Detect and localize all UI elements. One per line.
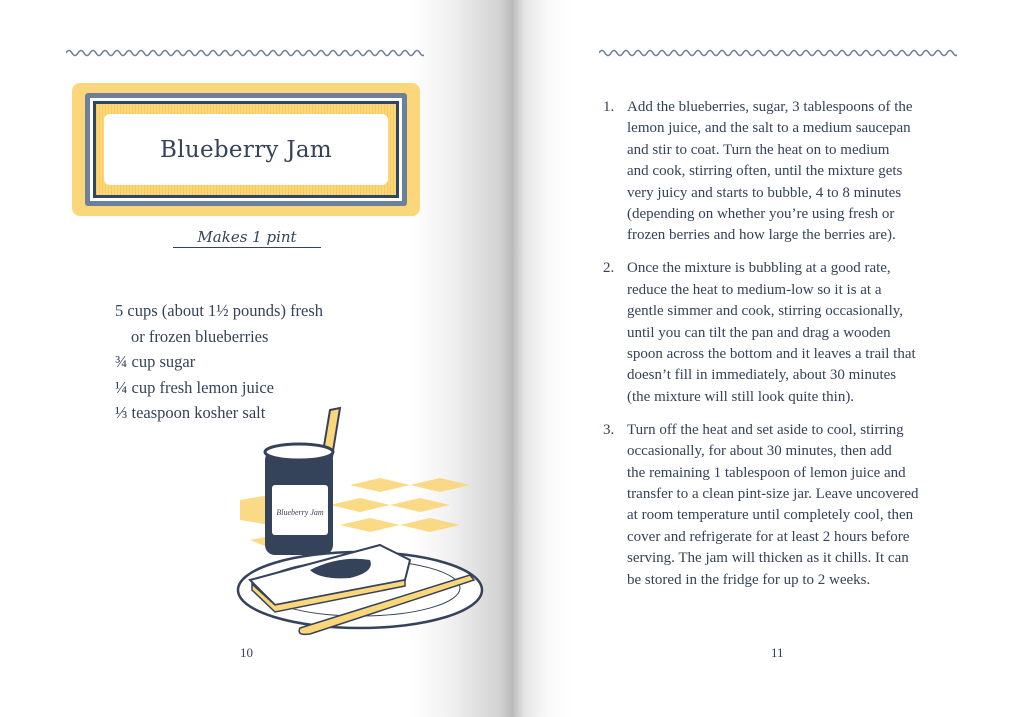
wave-divider xyxy=(66,46,424,60)
step-text-line: serving. The jam will thicken as it chills. It can xyxy=(627,550,909,567)
step-text-line: and cook, stirring often, until the mixture gets xyxy=(627,163,903,180)
page-number: 10 xyxy=(240,645,253,660)
right-page xyxy=(513,0,1024,717)
step-text-line: transfer to a clean pint-size jar. Leave uncovered xyxy=(627,485,919,502)
step-text-line: (depending on whether you’re using fresh or xyxy=(627,206,895,223)
ingredient: ¼ cup fresh lemon juice xyxy=(115,377,274,397)
step-text-line: and stir to coat. Turn the heat on to medium xyxy=(627,141,890,158)
step-text-line: gentle simmer and cook, stirring occasionally, xyxy=(627,303,904,320)
jam-toast-illustration xyxy=(230,400,490,640)
step-text-line: doesn’t fill in immediately, about 30 minutes xyxy=(627,367,897,384)
step-text-line: Once the mixture is bubbling at a good rate, xyxy=(627,260,891,277)
step-number: 2. xyxy=(603,260,615,277)
step-text-line: cover and refrigerate for at least 2 hours before xyxy=(627,528,910,545)
step-number: 3. xyxy=(603,421,615,438)
step-text-line: until you can tilt the pan and drag a wooden xyxy=(627,324,891,341)
ingredient: ¾ cup sugar xyxy=(115,352,196,371)
title-banner xyxy=(72,83,420,216)
yield-label: Makes 1 pint xyxy=(173,228,321,248)
step-text-line: Turn off the heat and set aside to cool, stirring xyxy=(627,421,904,438)
method-step xyxy=(603,258,1003,408)
step-text-line: spoon across the bottom and it leaves a trail that xyxy=(627,345,916,362)
step-text-line: occasionally, for about 30 minutes, then add xyxy=(627,443,892,460)
step-text-line: (the mixture will still look quite thin). xyxy=(627,388,855,405)
method-steps xyxy=(603,97,1003,602)
recipe-title: Blueberry Jam xyxy=(160,136,332,163)
step-text-line: frozen berries and how large the berries are). xyxy=(627,227,896,244)
jar-label: Blueberry Jam xyxy=(276,508,324,517)
ingredient: ⅓ teaspoon kosher salt xyxy=(115,403,266,422)
step-text-line: reduce the heat to medium-low so it is at a xyxy=(627,281,882,298)
wave-divider xyxy=(599,46,957,60)
step-text-line: be stored in the fridge for up to 2 weeks. xyxy=(627,571,871,588)
step-text-line: lemon juice, and the salt to a medium saucepan xyxy=(627,120,911,137)
ingredient-continuation: or frozen blueberries xyxy=(131,326,269,346)
page-number: 11 xyxy=(771,645,784,660)
method-step xyxy=(603,97,1003,247)
method-step xyxy=(603,420,1003,591)
step-text-line: the remaining 1 tablespoon of lemon juice and xyxy=(627,464,906,481)
step-text-line: at room temperature until completely cool, then xyxy=(627,507,914,524)
ingredient: 5 cups (about 1½ pounds) fresh xyxy=(115,301,324,320)
step-text-line: Add the blueberries, sugar, 3 tablespoons of the xyxy=(627,99,913,115)
step-number: 1. xyxy=(603,99,615,115)
step-text-line: very juicy and starts to bubble, 4 to 8 minutes xyxy=(627,184,902,201)
